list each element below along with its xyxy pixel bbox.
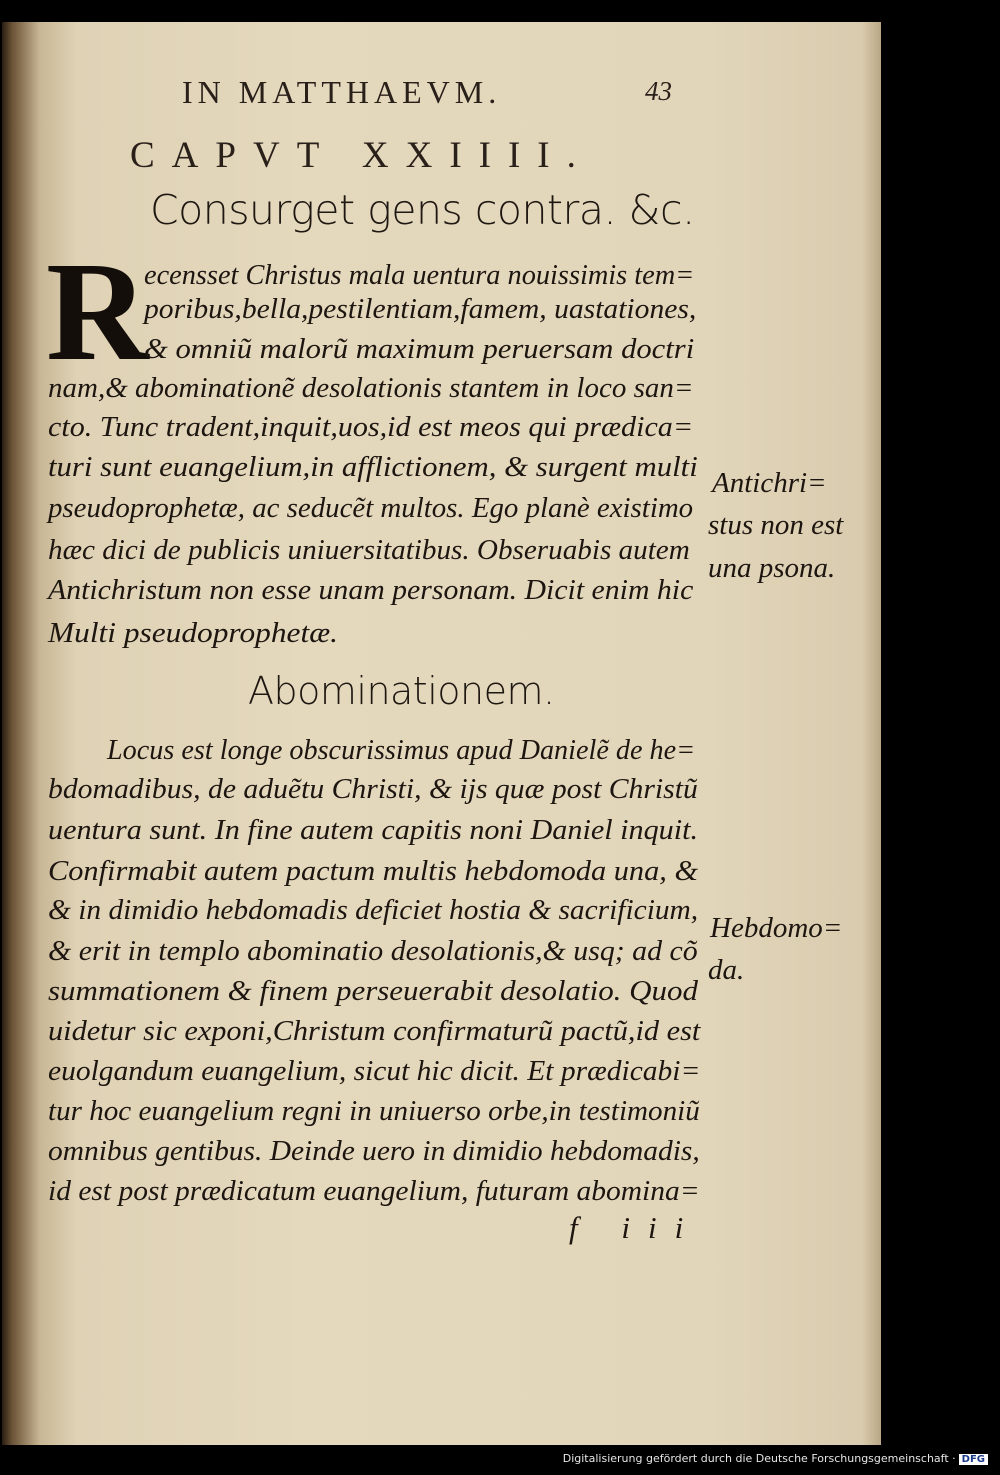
text-line: Antichristum non esse unam personam. Dicit enim hic	[48, 574, 694, 606]
running-head: IN MATTHAEVM.	[182, 74, 502, 110]
credit-text: Digitalisierung gefördert durch die Deutsche Forschungsgemeinschaft ·	[562, 1452, 956, 1465]
margin-note-line: una psona.	[708, 552, 836, 584]
text-line: poribus,bella,pestilentiam,famem, uastationes,	[144, 293, 697, 325]
section-heading: Abominationem.	[248, 669, 555, 713]
text-line: nam,& abominationẽ desolationis stantem in loco san=	[48, 372, 694, 404]
margin-note-line: Antichri=	[712, 467, 827, 499]
page-number: 43	[645, 76, 672, 106]
text-line: ecensset Christus mala uentura nouissimis tem=	[144, 259, 695, 291]
text-line: turi sunt euangelium,in afflictionem, & surgent multi	[48, 451, 698, 483]
text-line: Confirmabit autem pactum multis hebdomoda una, &	[48, 855, 699, 887]
text-line: & erit in templo abominatio desolationis,& usq; ad cõ	[48, 935, 698, 967]
text-line: bdomadibus, de aduẽtu Christi, & ijs quæ post Christũ	[48, 773, 698, 805]
text-line: & in dimidio hebdomadis deficiet hostia & sacrificium,	[48, 894, 699, 926]
book-page	[2, 22, 881, 1445]
digitization-credit	[563, 1452, 988, 1465]
drop-cap: R	[46, 232, 149, 390]
text-line: id est post prædicatum euangelium, futuram abomina=	[48, 1175, 700, 1207]
margin-note-line: stus non est	[708, 509, 844, 541]
chapter-title: CAPVT XXIIII.	[130, 135, 593, 176]
margin-note-line: da.	[708, 954, 745, 986]
signature-mark: f iii	[569, 1210, 702, 1245]
text-line: pseudoprophetæ, ac seducẽt multos. Ego planè existimo	[48, 492, 694, 524]
margin-note-line: Hebdomo=	[710, 912, 843, 944]
text-line: Multi pseudoprophetæ.	[48, 617, 338, 649]
text-line: tur hoc euangelium regni in uniuerso orbe,in testimoniũ	[48, 1095, 700, 1127]
text-line: hæc dici de publicis uniuersitatibus. Obseruabis autem	[48, 534, 690, 566]
text-line: Locus est longe obscurissimus apud Danielẽ de he=	[107, 734, 696, 766]
text-line: uentura sunt. In fine autem capitis noni Daniel inquit.	[48, 814, 699, 846]
text-line: uidetur sic exponi,Christum confirmaturũ pactũ,id est	[48, 1015, 701, 1047]
dfg-logo: DFG	[959, 1454, 988, 1465]
text-line: omnibus gentibus. Deinde uero in dimidio hebdomadis,	[48, 1135, 700, 1167]
text-line: summationem & finem perseuerabit desolatio. Quod	[48, 975, 698, 1007]
text-line: & omniũ malorũ maximum peruersam doctri	[144, 333, 695, 365]
text-line: cto. Tunc tradent,inquit,uos,id est meos qui prædica=	[48, 411, 694, 443]
section-heading: Consurget gens contra. &c.	[150, 186, 695, 234]
text-line: euolgandum euangelium, sicut hic dicit. Et prædicabi=	[48, 1055, 701, 1087]
